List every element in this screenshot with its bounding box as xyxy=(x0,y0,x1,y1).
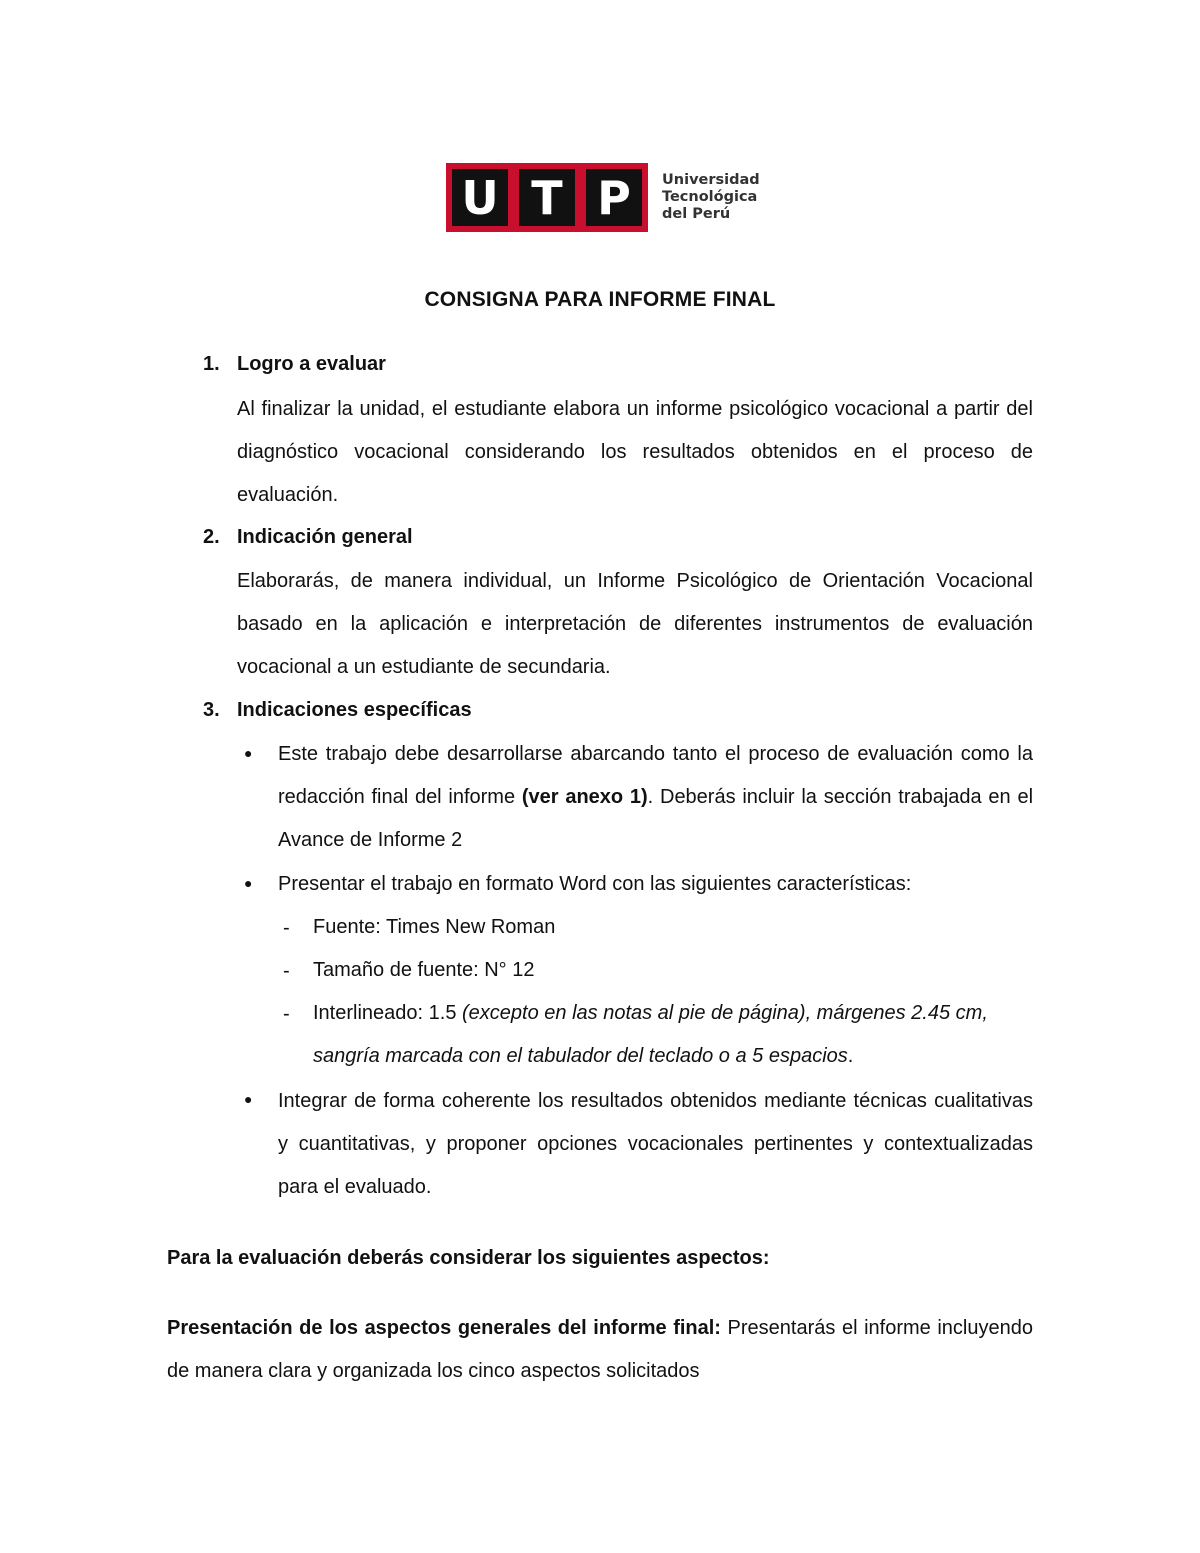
dash-marker: - xyxy=(283,1003,290,1025)
logo-mark xyxy=(446,163,648,232)
presentation-paragraph xyxy=(167,1307,1033,1393)
bullet-marker: ● xyxy=(244,745,253,761)
bullet-1-part-2: . Deberás incluir la sección trabajada en el Avance de Informe 2 xyxy=(278,786,1034,851)
bullet-1-text xyxy=(278,733,1033,862)
bullet-marker: ● xyxy=(244,1091,253,1107)
bullet-3-text: Integrar de forma coherente los resultados obtenidos mediante técnicas cualitativas y cuantitativas, y proponer opciones vocacionales pertinentes y contextualizadas para el evaluado. xyxy=(278,1090,1033,1198)
logo-line-2: Tecnológica xyxy=(662,189,758,205)
section-1-number: 1. xyxy=(203,353,220,375)
dash-item-spacing xyxy=(313,992,1033,1078)
dash-item-font-size: Tamaño de fuente: N° 12 xyxy=(313,959,535,981)
section-1-heading: Logro a evaluar xyxy=(237,353,386,375)
spacing-end: . xyxy=(847,1045,854,1067)
bullet-1-part-1: Este trabajo debe desarrollarse abarcando tanto el proceso de evaluación como la redacción final del informe xyxy=(278,743,1033,808)
presentation-label: Presentación de los aspectos generales del informe final: xyxy=(167,1317,721,1339)
presentation-text: Presentarás el informe incluyendo de manera clara y organizada los cinco aspectos solicitados xyxy=(167,1317,1033,1382)
dash-marker: - xyxy=(283,917,290,939)
dash-marker: - xyxy=(283,960,290,982)
dash-item-font: Fuente: Times New Roman xyxy=(313,916,556,938)
utp-logo xyxy=(446,163,760,232)
spacing-label: Interlineado: 1.5 xyxy=(313,1002,462,1024)
page-title: CONSIGNA PARA INFORME FINAL xyxy=(424,288,776,311)
section-2-number: 2. xyxy=(203,526,220,548)
logo-letter-p: P xyxy=(586,169,642,226)
logo-letter-t: T xyxy=(519,169,575,226)
bullet-2-text: Presentar el trabajo en formato Word con las siguientes características: xyxy=(278,873,912,895)
section-1-body: Al finalizar la unidad, el estudiante elabora un informe psicológico vocacional a partir del diagnóstico vocacional considerando los resultados obtenidos en el proceso de evaluación. xyxy=(237,398,1033,506)
spacing-details: (excepto en las notas al pie de página), márgenes 2.45 cm, sangría marcada con el tabulador del teclado o a 5 espacios xyxy=(313,1002,988,1067)
annex-reference: (ver anexo 1) xyxy=(521,786,648,808)
section-3-heading: Indicaciones específicas xyxy=(237,699,472,721)
logo-line-1: Universidad xyxy=(662,172,760,188)
logo-line-3: del Perú xyxy=(662,206,731,222)
logo-wordmark xyxy=(662,172,760,223)
section-3-number: 3. xyxy=(203,699,220,721)
section-2-heading: Indicación general xyxy=(237,526,413,548)
section-2-body: Elaborarás, de manera individual, un Informe Psicológico de Orientación Vocacional basado en la aplicación e interpretación de diferentes instrumentos de evaluación vocacional a un estudiante de secundaria. xyxy=(237,570,1033,678)
evaluation-heading: Para la evaluación deberás considerar los siguientes aspectos: xyxy=(167,1247,770,1269)
logo-letter-u: U xyxy=(452,169,508,226)
bullet-marker: ● xyxy=(244,875,253,891)
